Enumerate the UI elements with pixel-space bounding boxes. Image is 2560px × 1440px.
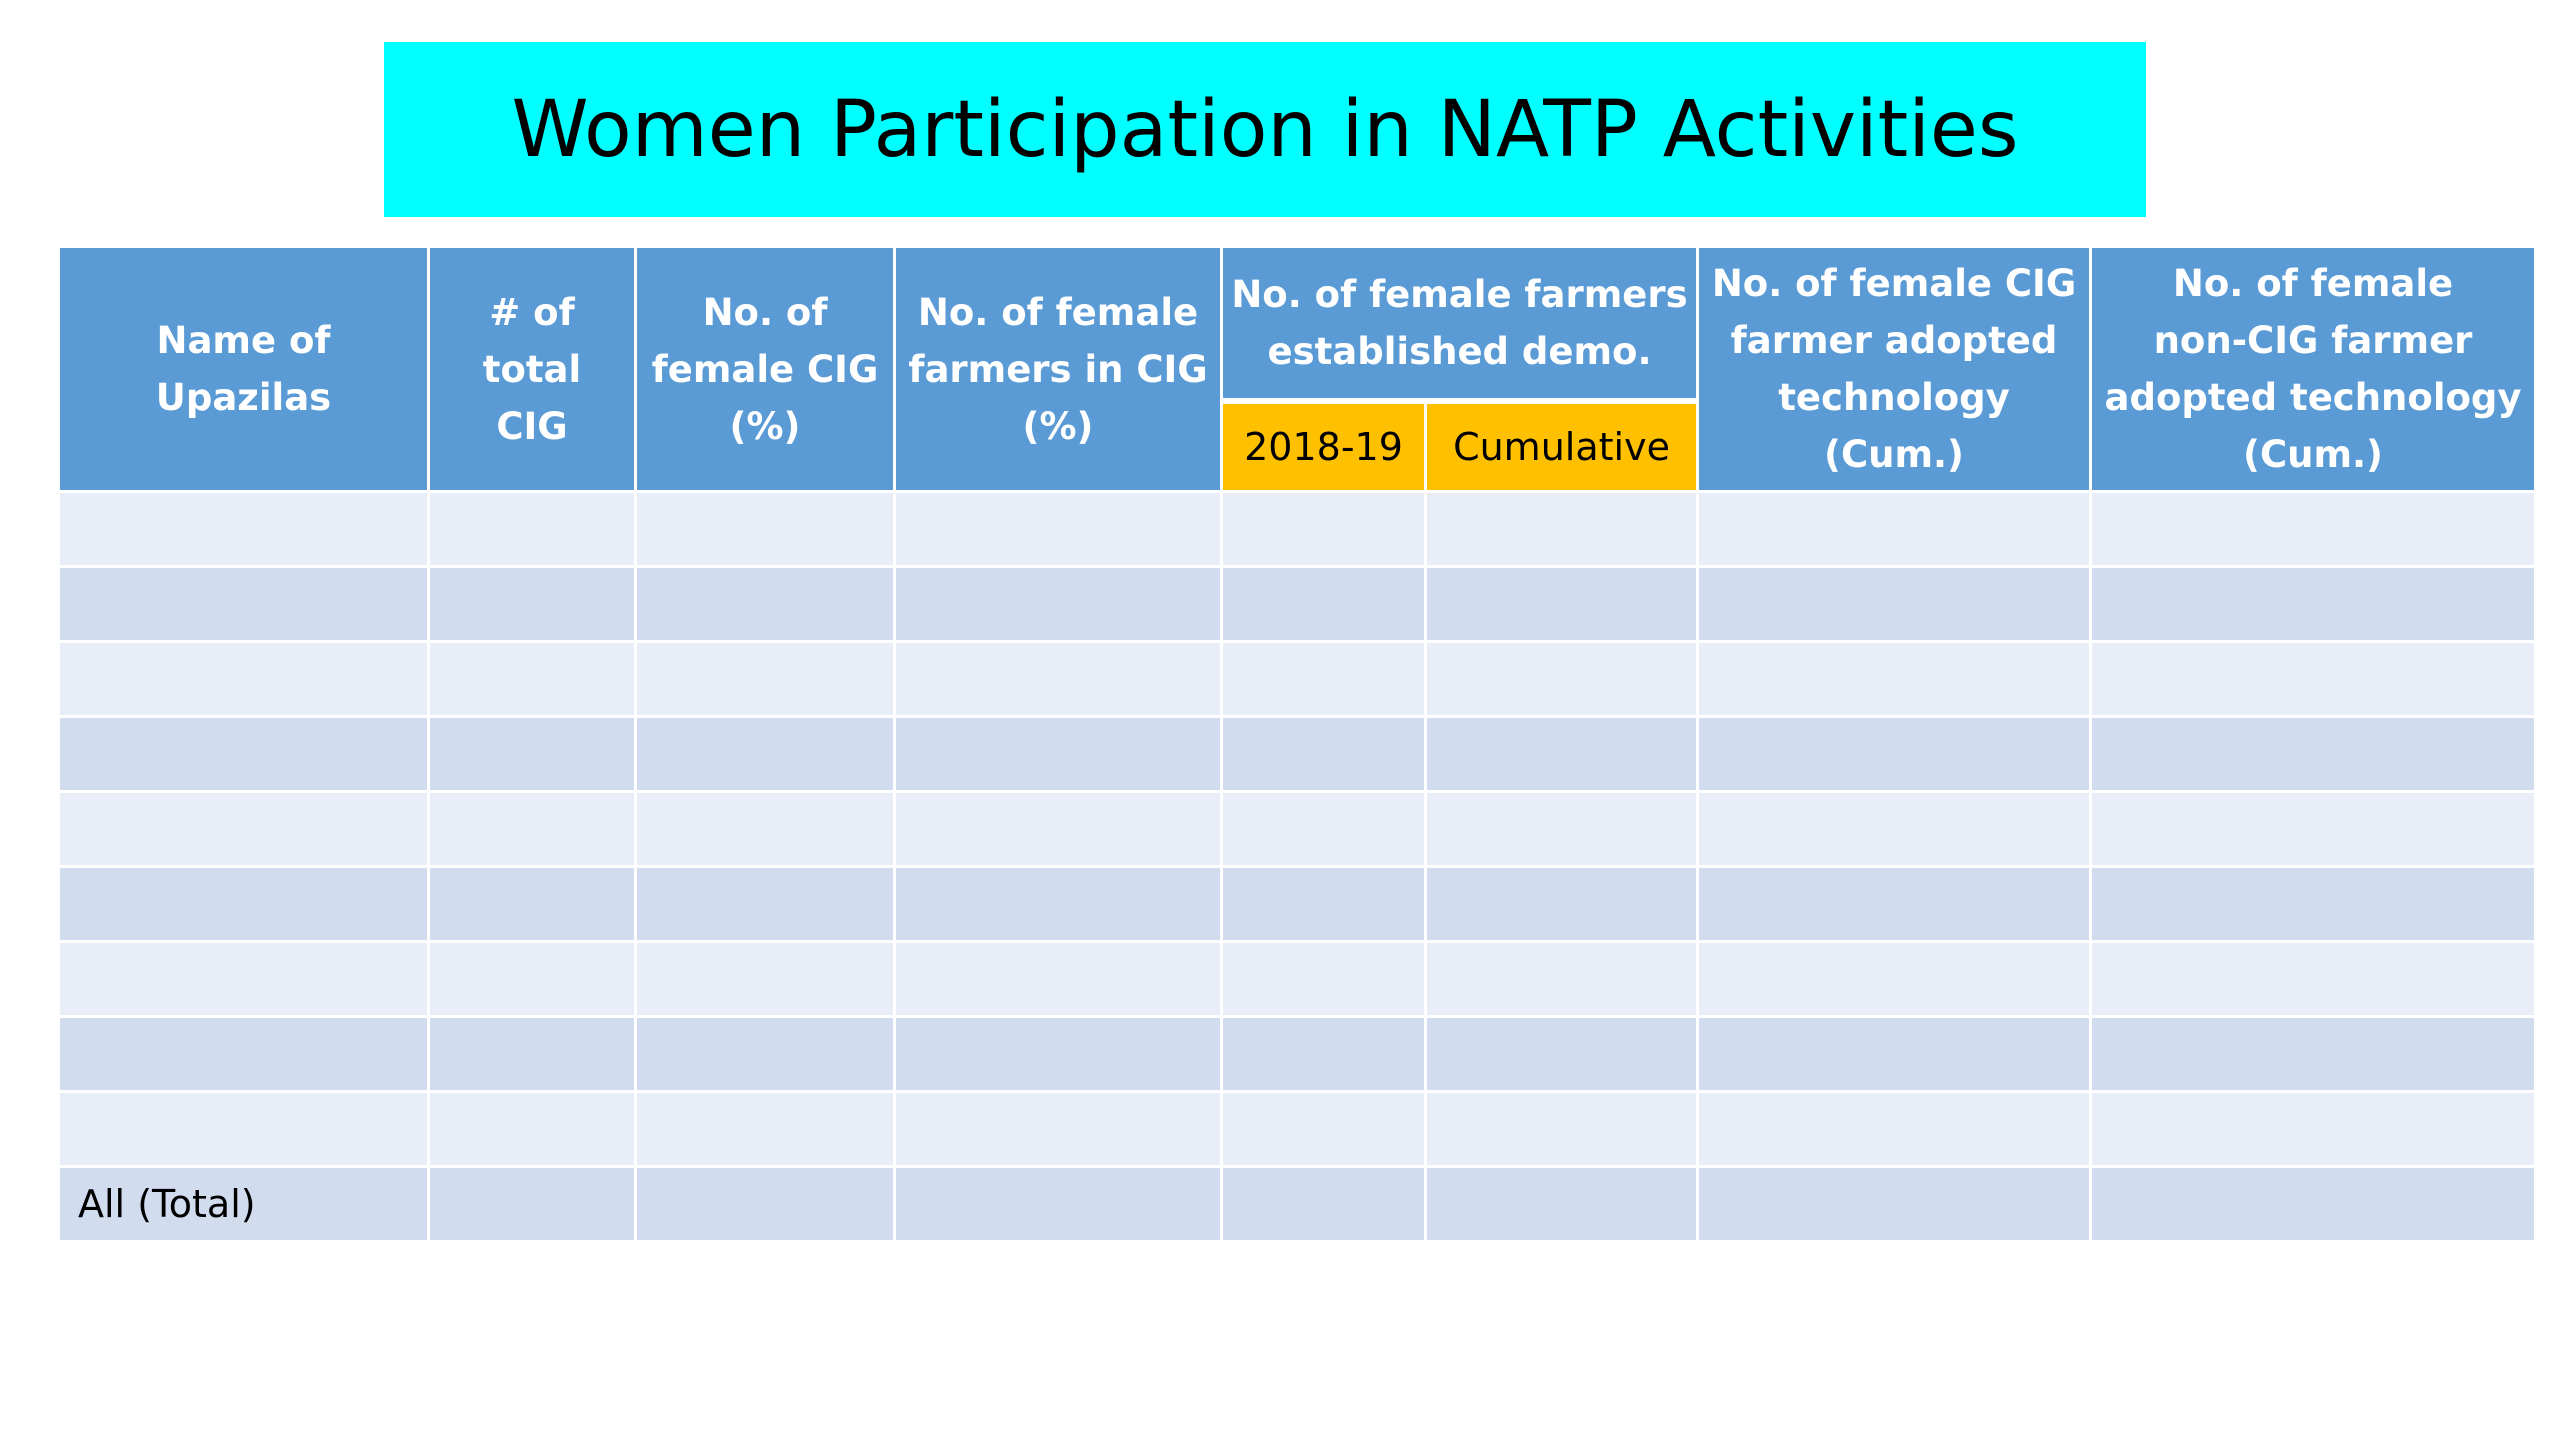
header-upazila-name: Name of Upazilas bbox=[59, 247, 429, 492]
table-cell bbox=[2091, 942, 2536, 1017]
table-cell bbox=[2091, 642, 2536, 717]
table-cell bbox=[1698, 717, 2091, 792]
table-cell bbox=[895, 1092, 1222, 1167]
table-cell bbox=[636, 942, 895, 1017]
header-established-demo: No. of female farmers established demo. bbox=[1222, 247, 1698, 402]
table-cell bbox=[1698, 867, 2091, 942]
table-cell bbox=[636, 792, 895, 867]
table-cell bbox=[429, 1092, 636, 1167]
table-cell bbox=[429, 1017, 636, 1092]
table-cell bbox=[1222, 492, 1426, 567]
table-cell bbox=[2091, 792, 2536, 867]
table-cell bbox=[1222, 642, 1426, 717]
table-row bbox=[59, 717, 2536, 792]
table-cell bbox=[59, 567, 429, 642]
table-cell bbox=[59, 867, 429, 942]
table-cell bbox=[636, 717, 895, 792]
table-cell bbox=[895, 1167, 1222, 1242]
table-cell bbox=[2091, 1167, 2536, 1242]
table-cell bbox=[59, 642, 429, 717]
table-cell bbox=[636, 1017, 895, 1092]
table-cell bbox=[429, 792, 636, 867]
table-cell bbox=[429, 1167, 636, 1242]
table-cell bbox=[59, 792, 429, 867]
table-cell bbox=[1426, 717, 1698, 792]
table-row bbox=[59, 642, 2536, 717]
table-cell bbox=[895, 1017, 1222, 1092]
table-cell bbox=[1426, 567, 1698, 642]
table-cell bbox=[59, 717, 429, 792]
table-cell bbox=[429, 642, 636, 717]
total-row-label: All (Total) bbox=[59, 1167, 429, 1242]
table-cell bbox=[1222, 867, 1426, 942]
header-non-cig-adopted-technology: No. of female non-CIG farmer adopted technology (Cum.) bbox=[2091, 247, 2536, 492]
subheader-cumulative: Cumulative bbox=[1426, 401, 1698, 492]
table-cell bbox=[636, 567, 895, 642]
table-cell bbox=[636, 642, 895, 717]
table-cell bbox=[1426, 1092, 1698, 1167]
table-cell bbox=[2091, 567, 2536, 642]
participation-table bbox=[57, 245, 2537, 1243]
table-cell bbox=[1426, 792, 1698, 867]
table-cell bbox=[2091, 492, 2536, 567]
table-cell bbox=[429, 567, 636, 642]
slide-title: Women Participation in NATP Activities bbox=[511, 84, 2019, 175]
header-cig-adopted-technology: No. of female CIG farmer adopted technology (Cum.) bbox=[1698, 247, 2091, 492]
table-cell bbox=[1222, 717, 1426, 792]
header-female-farmers-in-cig: No. of female farmers in CIG (%) bbox=[895, 247, 1222, 492]
table-cell bbox=[59, 492, 429, 567]
table-cell bbox=[1222, 792, 1426, 867]
table-cell bbox=[429, 717, 636, 792]
table-cell bbox=[1222, 1092, 1426, 1167]
table-cell bbox=[895, 642, 1222, 717]
table-row-total bbox=[59, 1167, 2536, 1242]
table-cell bbox=[895, 567, 1222, 642]
table-cell bbox=[895, 867, 1222, 942]
table-cell bbox=[1698, 1167, 2091, 1242]
table-cell bbox=[1426, 942, 1698, 1017]
table-cell bbox=[1222, 942, 1426, 1017]
table-cell bbox=[2091, 867, 2536, 942]
table-cell bbox=[895, 792, 1222, 867]
table-cell bbox=[59, 1092, 429, 1167]
table-row bbox=[59, 942, 2536, 1017]
table-row bbox=[59, 1092, 2536, 1167]
table-cell bbox=[1698, 792, 2091, 867]
header-female-cig: No. of female CIG (%) bbox=[636, 247, 895, 492]
table-cell bbox=[895, 492, 1222, 567]
table-cell bbox=[429, 942, 636, 1017]
table-cell bbox=[1698, 942, 2091, 1017]
table-cell bbox=[1426, 1167, 1698, 1242]
table-cell bbox=[2091, 717, 2536, 792]
table-row bbox=[59, 867, 2536, 942]
table-cell bbox=[59, 1017, 429, 1092]
table-cell bbox=[429, 492, 636, 567]
table-cell bbox=[1426, 867, 1698, 942]
table-cell bbox=[1222, 1167, 1426, 1242]
table-cell bbox=[2091, 1017, 2536, 1092]
table-row bbox=[59, 567, 2536, 642]
table-cell bbox=[429, 867, 636, 942]
title-banner bbox=[384, 42, 2146, 217]
table-cell bbox=[1698, 492, 2091, 567]
table-cell bbox=[1222, 567, 1426, 642]
table-cell bbox=[895, 717, 1222, 792]
table-row bbox=[59, 792, 2536, 867]
subheader-2018-19: 2018-19 bbox=[1222, 401, 1426, 492]
table-cell bbox=[2091, 1092, 2536, 1167]
table-cell bbox=[59, 942, 429, 1017]
table-cell bbox=[1698, 567, 2091, 642]
table-cell bbox=[636, 1167, 895, 1242]
table-cell bbox=[636, 867, 895, 942]
table-cell bbox=[636, 1092, 895, 1167]
table-cell bbox=[1698, 1017, 2091, 1092]
table-cell bbox=[1426, 1017, 1698, 1092]
table-cell bbox=[636, 492, 895, 567]
table-cell bbox=[895, 942, 1222, 1017]
table-row bbox=[59, 1017, 2536, 1092]
table-cell bbox=[1426, 642, 1698, 717]
table-cell bbox=[1698, 642, 2091, 717]
header-total-cig: # of total CIG bbox=[429, 247, 636, 492]
table-row bbox=[59, 492, 2536, 567]
table-cell bbox=[1222, 1017, 1426, 1092]
table-cell bbox=[1698, 1092, 2091, 1167]
table-cell bbox=[1426, 492, 1698, 567]
